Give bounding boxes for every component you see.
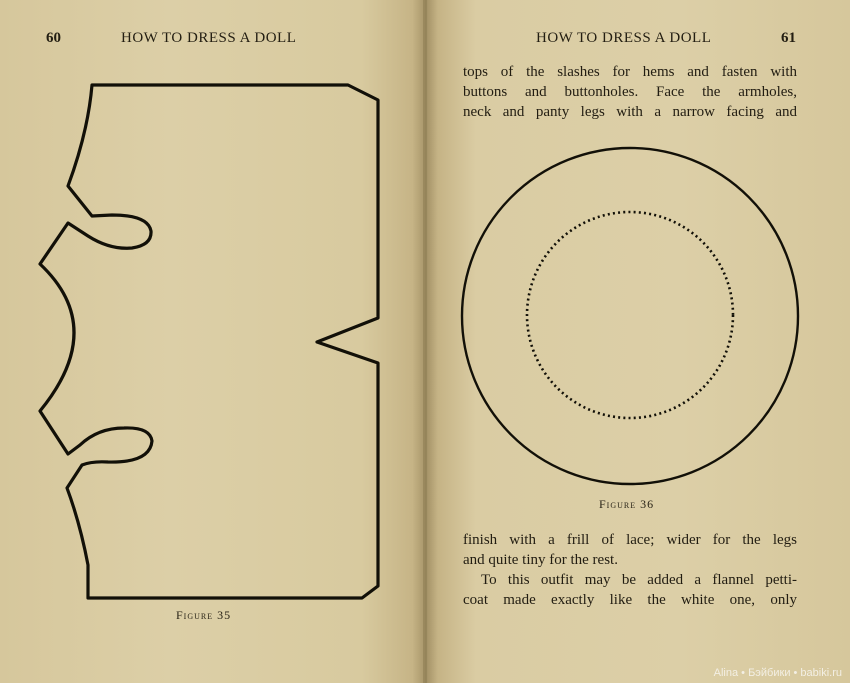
page-number: 60 <box>46 30 61 46</box>
watermark: Alina • Бэйбики • babiki.ru <box>713 667 842 679</box>
paragraph-bottom <box>463 530 797 610</box>
running-head: HOW TO DRESS A DOLL <box>121 30 297 46</box>
text-line: neck and panty legs with a narrow facing and <box>463 104 797 120</box>
pattern-outline <box>40 85 378 598</box>
figure-caption: Figure 35 <box>176 608 232 622</box>
figure-caption: Figure 36 <box>599 497 655 511</box>
text-line: finish with a frill of lace; wider for the legs <box>463 532 797 548</box>
running-head: HOW TO DRESS A DOLL <box>536 30 712 46</box>
text-line: and quite tiny for the rest. <box>463 552 618 568</box>
right-page <box>425 0 850 683</box>
text-line: coat made exactly like the white one, only <box>463 592 797 608</box>
text-line: tops of the slashes for hems and fasten with <box>463 64 797 80</box>
inner-dotted-circle <box>527 212 733 418</box>
text-line: To this outfit may be added a flannel petti- <box>481 572 797 588</box>
page-number: 61 <box>781 30 796 46</box>
text-line: buttons and buttonholes. Face the armholes, <box>463 84 797 100</box>
book-gutter <box>423 0 427 683</box>
outer-circle <box>462 148 798 484</box>
